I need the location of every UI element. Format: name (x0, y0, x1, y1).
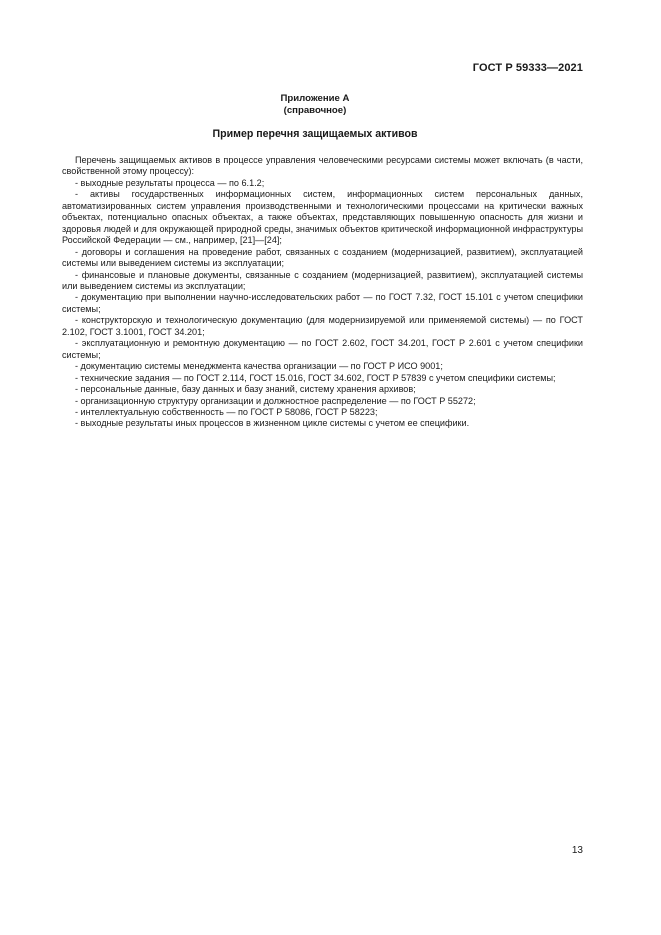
list-item: - конструкторскую и технологическую документацию (для модернизируемой или применяемой системы) — по ГОСТ 2.102, ГОСТ 3.1001, ГОСТ 34.201; (62, 315, 583, 337)
appendix-heading (0, 93, 630, 116)
list-item: - документацию при выполнении научно-исследовательских работ — по ГОСТ 7.32, ГОСТ 15.101 с учетом специфики системы; (62, 292, 583, 314)
list-item: - интеллектуальную собственность — по ГОСТ Р 58086, ГОСТ Р 58223; (75, 406, 378, 417)
list-item: - организационную структуру организации и должностное распределение — по ГОСТ Р 55272; (75, 395, 476, 406)
page-header-standard-id: ГОСТ Р 59333—2021 (472, 62, 583, 74)
list-item: - выходные результаты процесса — по 6.1.2; (75, 177, 265, 188)
appendix-subtitle: (справочное) (283, 104, 347, 116)
section-title: Пример перечня защищаемых активов (212, 128, 418, 140)
list-item: - документацию системы менеджмента качества организации — по ГОСТ Р ИСО 9001; (75, 361, 443, 372)
appendix-title: Приложение А (280, 93, 350, 104)
list-item: - договоры и соглашения на проведение работ, связанных с созданием (модернизацией, развитием), эксплуатацией системы или выведением системы из эксплуатации; (62, 246, 583, 269)
list-item: - выходные результаты иных процессов в жизненном цикле системы с учетом ее специфики. (75, 418, 470, 429)
intro-paragraph: Перечень защищаемых активов в процессе управления человеческими ресурсами системы может включать (в части, свойственной этому процессу): (62, 155, 583, 177)
list-item: - активы государственных информационных систем, информационных систем персональных данных, автоматизированных систем управления производственными и технологическими процессами на критически важных объектах, потенциально опасных объектах, а также объектах, представляющих повышенную опасность для жизни и здоровья людей и для окружающей природной среды, значимых объектов критической информационной инфраструктуры Российской Федерации — см., например, [21]—[24]; (62, 189, 583, 246)
list-item: - технические задания — по ГОСТ 2.114, ГОСТ 15.016, ГОСТ 34.602, ГОСТ Р 57839 с учетом специфики системы; (75, 372, 556, 383)
page-number: 13 (571, 845, 583, 856)
list-item: - эксплуатационную и ремонтную документацию — по ГОСТ 2.602, ГОСТ 34.201, ГОСТ Р 2.601 с учетом специфики системы; (62, 338, 583, 360)
list-item: - финансовые и плановые документы, связанные с созданием (модернизацией, развитием), эксплуатацией системы или выведением системы из эксплуатации; (62, 269, 583, 291)
document-body (62, 155, 583, 430)
list-item: - персональные данные, базу данных и базу знаний, систему хранения архивов; (75, 384, 416, 395)
